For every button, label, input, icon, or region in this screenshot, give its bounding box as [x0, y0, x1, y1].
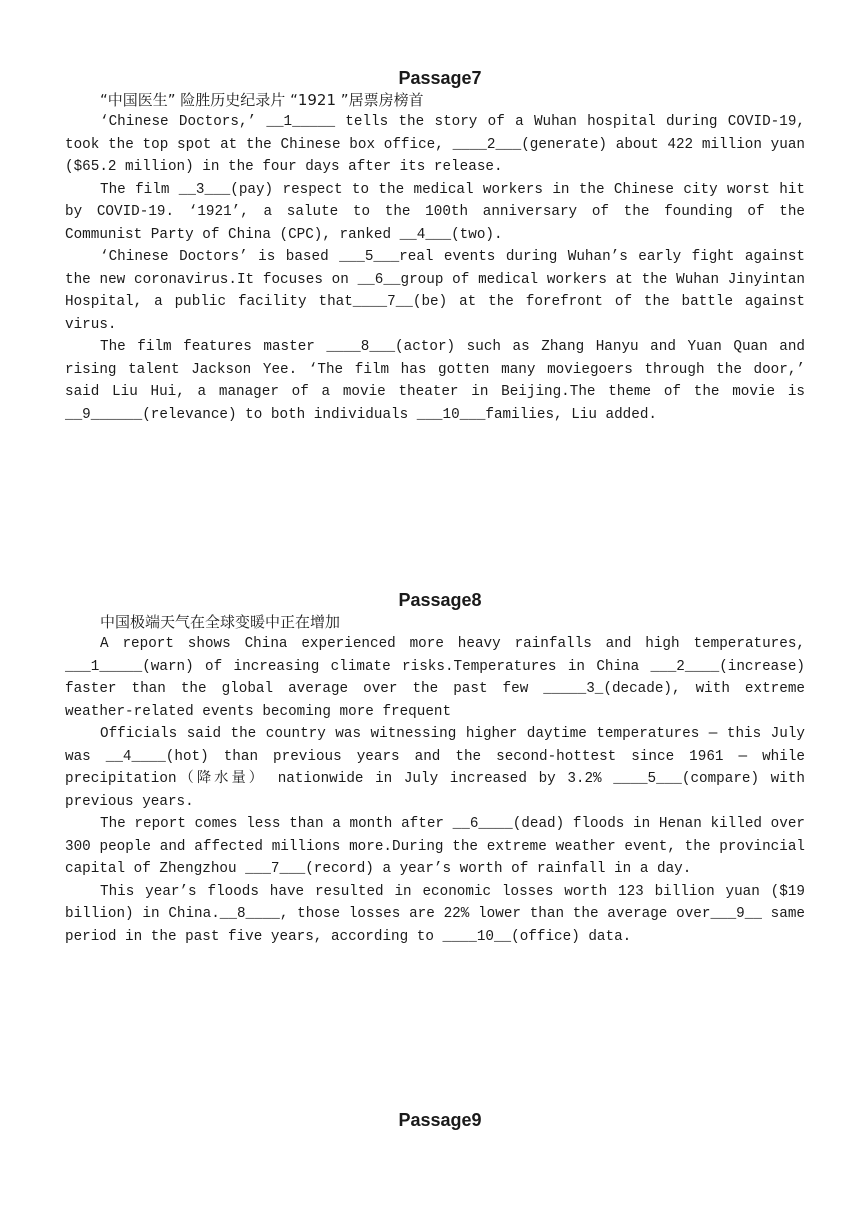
- paragraph: This year’s floods have resulted in economic losses worth 123 billion yuan ($19 billion) in China.__8____, those losses are 22% lower than the average over___9__ same period in the past five years, according to ____10__(office) data.: [65, 883, 805, 945]
- passage-8: [65, 589, 805, 948]
- passage-body: [65, 111, 805, 426]
- passage-chinese-subtitle: “中国医生” 险胜历史纪录片 “1921 ”居票房榜首: [100, 91, 424, 109]
- paragraph: ‘Chinese Doctors’ is based ___5___real events during Wuhan’s early fight against the new coronavirus.It focuses on __6__group of medical workers at the Wuhan Jinyintan Hospital, a public facility that____7__(be) at the forefront of the battle against virus.: [65, 249, 805, 333]
- paragraph: The film __3___(pay) respect to the medical workers in the Chinese city worst hit by COVID-19. ‘1921’, a salute to the 100th anniversary of the founding of the Communist Party of China (CPC), ranked __4___(two).: [65, 181, 805, 243]
- passage-7: [65, 67, 805, 426]
- passage-title: Passage8: [398, 590, 482, 610]
- passage-9: [65, 1109, 805, 1131]
- passage-title: Passage9: [398, 1110, 482, 1130]
- passage-title: Passage7: [398, 68, 482, 88]
- paragraph: ‘Chinese Doctors,’ __1_____ tells the story of a Wuhan hospital during COVID-19, took the top spot at the Chinese box office, ____2___(generate) about 422 million yuan ($65.2 million) in the four days after its release.: [65, 114, 805, 175]
- paragraph: A report shows China experienced more heavy rainfalls and high temperatures, ___1_____(warn) of increasing climate risks.Temperatures in China ___2____(increase) faster than the global average over the past few _____3_(decade), with extreme weather-related events becoming more frequent: [65, 636, 805, 720]
- passage-chinese-subtitle: 中国极端天气在全球变暖中正在增加: [100, 613, 341, 631]
- paragraph: The report comes less than a month after __6____(dead) floods in Henan killed over 300 people and affected millions more.During the extreme weather event, the provincial capital of Zhengzhou ___7___(record) a year’s worth of rainfall in a day.: [65, 816, 805, 877]
- paragraph: Officials said the country was witnessing higher daytime temperatures — this July was __4____(hot) than previous years and the second-hottest since 1961 — while precipitation（降水量） nationwide in July increased by 3.2% ____5___(compare) with previous years.: [65, 726, 805, 810]
- paragraph: The film features master ____8___(actor) such as Zhang Hanyu and Yuan Quan and rising talent Jackson Yee. ‘The film has gotten many moviegoers through the door,’ said Liu Hui, a manager of a movie theater in Beijing.The theme of the movie is __9______(relevance) to both individuals ___10___families, Liu added.: [65, 339, 805, 423]
- passage-body: [65, 633, 805, 948]
